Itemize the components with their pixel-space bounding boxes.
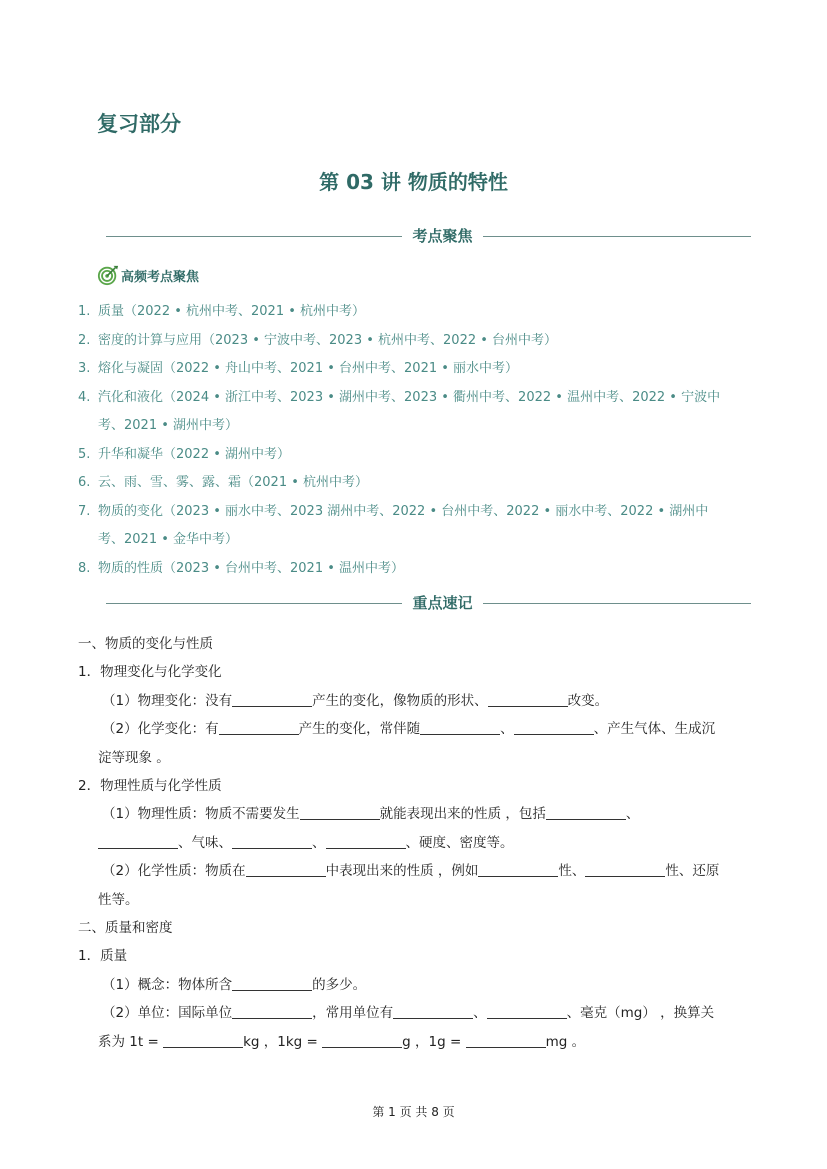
divider-focus	[106, 226, 751, 246]
list-item: 4. 汽化和液化（2024 • 浙江中考、2023 • 湖州中考、2023 • 衢州中考、2022 • 温州中考、2022 • 宁波中 考、2021 • 湖州中考）	[78, 389, 721, 433]
topic-list	[78, 298, 743, 583]
fill-blank[interactable]	[246, 858, 326, 877]
fill-blank[interactable]	[488, 688, 568, 707]
fill-blank[interactable]	[232, 1000, 312, 1019]
lecture-title: 第 03 讲 物质的特性	[319, 170, 508, 194]
page-number: 第 1 页 共 8 页	[372, 1105, 455, 1119]
list-item: 6. 云、雨、雪、雾、露、霜（2021 • 杭州中考）	[78, 475, 369, 490]
fill-blank[interactable]	[98, 830, 178, 849]
fill-blank[interactable]	[514, 716, 594, 735]
fill-blank[interactable]	[420, 716, 500, 735]
divider-label: 重点速记	[412, 594, 473, 612]
note-continuation: 性等。	[98, 891, 139, 908]
divider-key-notes	[106, 593, 751, 613]
subheading-3: 1．质量	[78, 948, 128, 965]
note-continuation: 系为 1t = kg ，1kg = g ，1g = mg 。	[78, 1028, 748, 1056]
list-item: 8. 物质的性质（2023 • 台州中考、2021 • 温州中考）	[78, 560, 405, 576]
fill-blank[interactable]	[232, 830, 312, 849]
divider-line-left	[106, 236, 402, 237]
list-item: 1. 质量（2022 • 杭州中考、2021 • 杭州中考）	[78, 304, 366, 319]
fill-blank[interactable]	[163, 1029, 243, 1048]
note-chemical-property: （2）化学性质：物质在 中表现出来的性质 ，例如 性、 性、还原	[78, 857, 748, 885]
note-physical-change: （1）物理变化：没有 产生的变化，像物质的形状、 改变。	[78, 687, 748, 715]
fill-blank[interactable]	[232, 972, 312, 991]
list-item: 5. 升华和凝华（2022 • 湖州中考）	[78, 446, 291, 462]
fill-blank[interactable]	[585, 858, 665, 877]
list-item: 3. 熔化与凝固（2022 • 舟山中考、2021 • 台州中考、2021 • 丽水中考）	[78, 361, 519, 376]
divider-line-left	[106, 603, 402, 604]
note-mass-unit: （2）单位：国际单位 ，常用单位有 、 、毫克（mg） ，换算关	[78, 999, 748, 1027]
heading-2: 二、质量和密度	[78, 920, 173, 937]
fill-blank[interactable]	[546, 801, 626, 820]
key-notes	[78, 630, 748, 1056]
fill-blank[interactable]	[393, 1000, 473, 1019]
fill-blank[interactable]	[326, 830, 406, 849]
subheading-1: 1．物理变化与化学变化	[78, 664, 222, 681]
note-mass-concept: （1）概念：物体所含 的多少。	[78, 971, 748, 999]
note-continuation: 、气味、 、 、硬度、密度等。	[78, 829, 748, 857]
subhead	[97, 264, 199, 286]
subhead-label: 高频考点聚焦	[121, 269, 200, 285]
list-item: 7. 物质的变化（2023 • 丽水中考、2023 湖州中考、2022 • 台州中考、2022 • 丽水中考、2022 • 湖州中 考、2021 • 金华中考）	[78, 503, 709, 547]
fill-blank[interactable]	[487, 1000, 567, 1019]
note-chemical-change: （2）化学变化：有 产生的变化，常伴随 、 、产生气体、生成沉	[78, 715, 748, 743]
fill-blank[interactable]	[219, 716, 299, 735]
fill-blank[interactable]	[322, 1029, 402, 1048]
target-icon	[97, 264, 119, 286]
fill-blank[interactable]	[466, 1029, 546, 1048]
heading-1: 一、物质的变化与性质	[78, 636, 213, 652]
divider-line-right	[483, 603, 751, 604]
subheading-2: 2．物理性质与化学性质	[78, 778, 222, 795]
note-continuation: 淀等现象 。	[98, 749, 170, 766]
note-physical-property: （1）物理性质：物质不需要发生 就能表现出来的性质 ，包括 、	[78, 800, 748, 828]
fill-blank[interactable]	[478, 858, 558, 877]
list-item: 2. 密度的计算与应用（2023 • 宁波中考、2023 • 杭州中考、2022 • 台州中考）	[78, 332, 558, 348]
fill-blank[interactable]	[232, 688, 312, 707]
fill-blank[interactable]	[300, 801, 380, 820]
divider-line-right	[483, 236, 751, 237]
section-label: 复习部分	[97, 112, 181, 136]
divider-label: 考点聚焦	[412, 227, 473, 245]
